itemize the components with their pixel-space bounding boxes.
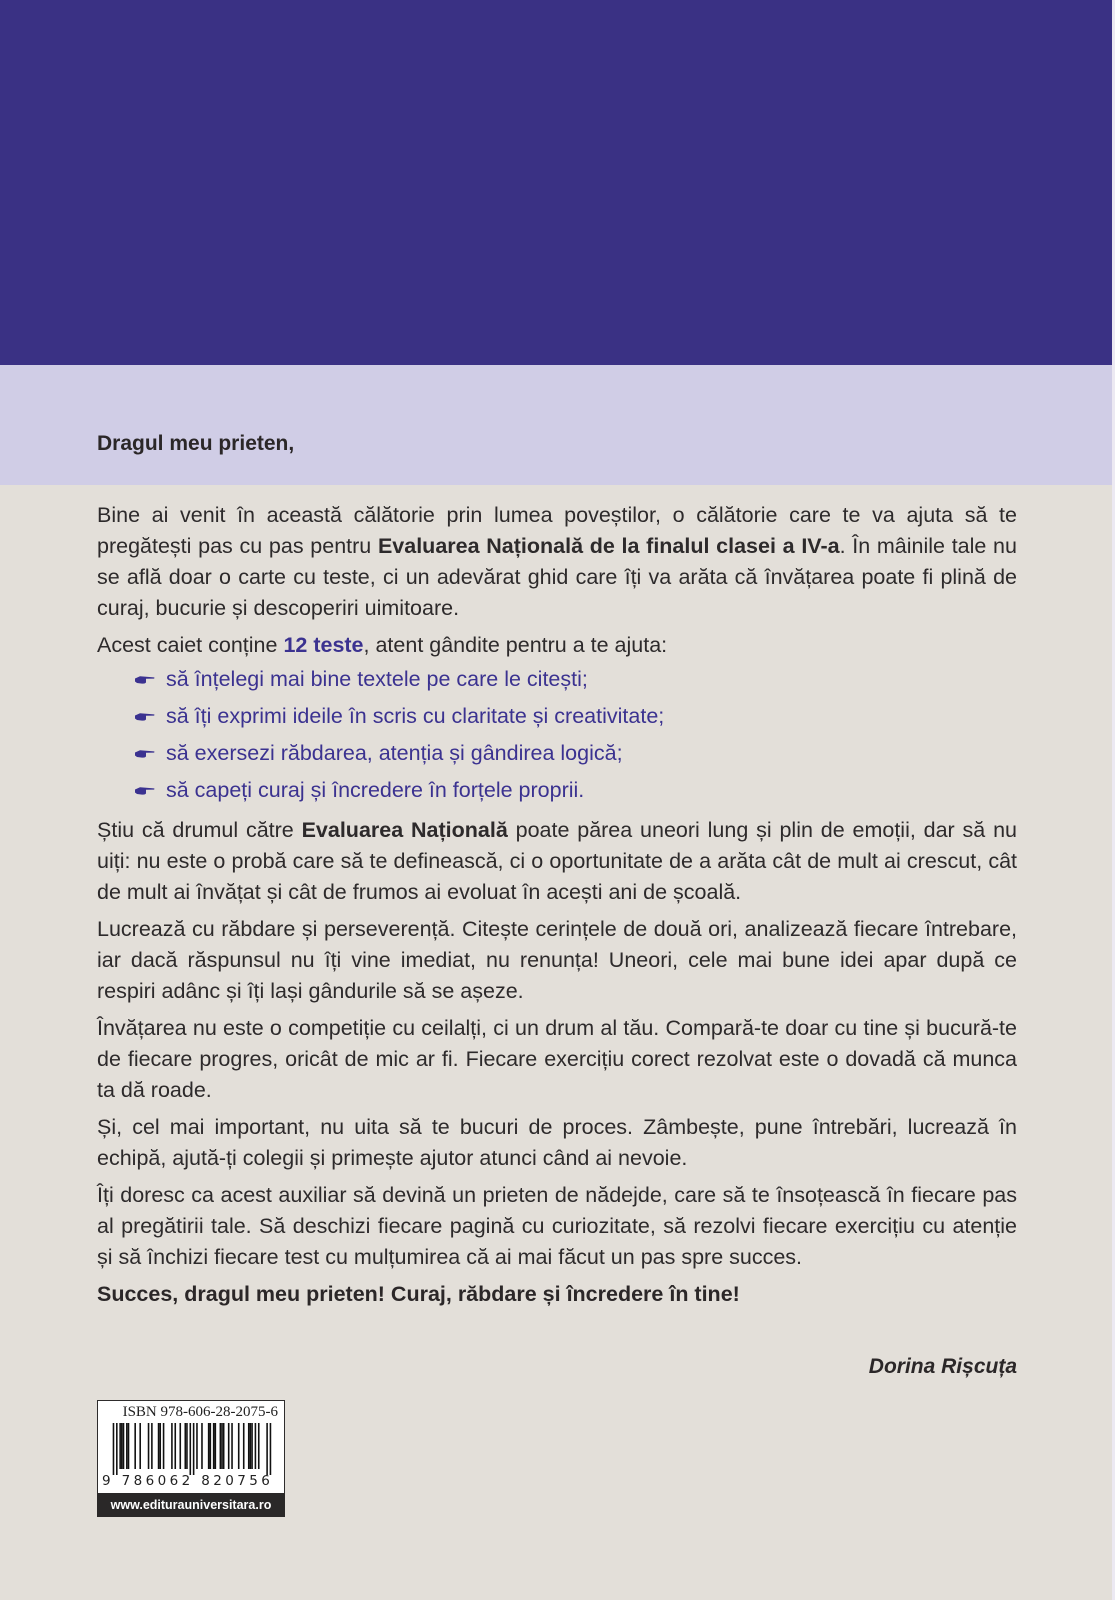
barcode-bar — [193, 1423, 195, 1475]
barcode-bar — [171, 1423, 173, 1469]
barcode-bar — [243, 1423, 245, 1469]
barcode-bar — [215, 1423, 217, 1469]
barcode-bar — [158, 1423, 160, 1469]
barcode-bar — [251, 1423, 253, 1469]
goal-item: să îți exprimi ideile în scris cu claritate și creativitate; — [135, 698, 1017, 735]
greeting-heading: Dragul meu prieten, — [97, 432, 295, 455]
isbn-label: ISBN 978-606-28-2075-6 — [122, 1404, 278, 1420]
barcode-bar — [220, 1423, 222, 1469]
tests-paragraph: Acest caiet conține 12 teste, atent gândite pentru a te ajuta: — [97, 633, 668, 657]
barcode-bar — [148, 1423, 150, 1469]
enjoy-paragraph: Și, cel mai important, nu uita să te bucuri de proces. Zâmbește, pune întrebări, lucrează în echipă, ajută-ți colegii și primește ajutor atunci când ai nevoie. — [97, 1115, 1017, 1170]
wish-paragraph: Îți doresc ca acest auxiliar să devină un prieten de nădejde, care să te însoțească în fiecare pas al pregătirii tale. Să deschizi fiecare pagină cu curiozitate, să rezolvi fiecare exercițiu cu atenție și să închizi fiecare test cu mulțumirea că ai mai făcut un pas spre succes. — [97, 1183, 1017, 1269]
barcode-bar — [255, 1423, 257, 1469]
barcode-bar — [113, 1423, 115, 1475]
barcode-bar — [258, 1423, 260, 1469]
goal-item: să înțelegi mai bine textele pe care le citești; — [135, 661, 1017, 698]
barcode-bar — [121, 1423, 123, 1469]
barcode-bar — [270, 1423, 272, 1475]
barcode-bar — [201, 1423, 203, 1469]
goals-list — [97, 661, 1017, 809]
journey-paragraph: Știu că drumul către Evaluarea Națională poate părea uneori lung și plin de emoții, dar să nu uiți: nu este o probă care să te definească, ci o oportunitate de a arăta cât de mult ai crescut, cât de mult ai învățat și cât de frumos ai evoluat în acești ani de școală. — [97, 818, 1017, 904]
barcode-bar — [231, 1423, 233, 1469]
barcode-bar — [126, 1423, 128, 1469]
exam-name: Evaluarea Națională de la finalul clasei a IV-a — [377, 534, 840, 558]
tests-count: 12 teste — [283, 633, 364, 657]
barcode-bar — [119, 1423, 121, 1469]
pointing-hand-icon — [135, 749, 155, 758]
barcode-bar — [128, 1423, 130, 1469]
barcode-bar — [213, 1423, 215, 1469]
barcode-bar — [189, 1423, 191, 1475]
barcode-bar — [238, 1423, 240, 1469]
barcode-bar — [223, 1423, 225, 1469]
barcode-bar — [139, 1423, 141, 1469]
pointing-hand-icon — [135, 675, 155, 684]
closing-line: Succes, dragul meu prieten! Curaj, răbdare și încredere în tine! — [97, 1282, 740, 1306]
barcode-bar — [159, 1423, 161, 1469]
barcode-bar — [184, 1423, 186, 1469]
barcode-bar — [210, 1423, 212, 1469]
author-signature: Dorina Rișcuța — [868, 1355, 1017, 1378]
barcode-bar — [179, 1423, 181, 1469]
barcode-bar — [196, 1423, 198, 1469]
learning-paragraph: Învățarea nu este o competiție cu ceilalți, ci un drum al tău. Compară-te doar cu tine și bucură-te de fiecare progres, oricât de mic ar fi. Fiecare exercițiu corect rezolvat este o dovadă că munca ta dă roade. — [97, 1016, 1017, 1102]
barcode-bar — [163, 1423, 165, 1469]
exam-name-short: Evaluarea Națională — [301, 818, 508, 842]
publisher-website: www.editurauniversitara.ro — [97, 1493, 285, 1517]
isbn-barcode-panel — [97, 1400, 285, 1494]
intro-paragraph: Bine ai venit în această călătorie prin lumea poveștilor, o călătorie care te va ajuta să te pregătești pas cu pas pentru Evaluarea Națională de la finalul clasei a IV-a. În mâinile tale nu se află doar o carte cu teste, ci un adevărat ghid care îți va arăta că învățarea poate fi plină de curaj, bucurie și descoperiri uimitoare. — [97, 503, 1017, 620]
greeting-band — [0, 365, 1112, 485]
barcode-bar — [134, 1423, 136, 1469]
goal-item: să exersezi răbdarea, atenția și gândirea logică; — [135, 735, 1017, 772]
barcode-bar — [250, 1423, 252, 1469]
letter-body — [97, 500, 1017, 1316]
barcode-bar — [221, 1423, 223, 1469]
isbn-digits: 9 786062 820756 — [102, 1473, 274, 1489]
goal-item: să capeți curaj și încredere în forțele proprii. — [135, 772, 1017, 809]
barcode-bar — [151, 1423, 153, 1469]
pointing-hand-icon — [135, 712, 155, 721]
barcode-bar — [174, 1423, 176, 1469]
barcode-bar — [208, 1423, 210, 1469]
barcode — [106, 1423, 278, 1475]
barcode-bar — [248, 1423, 250, 1469]
barcode-bar — [186, 1423, 188, 1469]
barcode-bar — [116, 1423, 118, 1475]
cover-top-band — [0, 0, 1112, 365]
barcode-bar — [123, 1423, 125, 1469]
pointing-hand-icon — [135, 786, 155, 795]
isbn-block — [97, 1400, 285, 1518]
patience-paragraph: Lucrează cu răbdare și perseverență. Citește cerințele de două ori, analizează fiecare întrebare, iar dacă răspunsul nu îți vine imediat, nu renunța! Uneori, cele mai bune idei apar după ce respiri adânc și îți lași gândurile să se așeze. — [97, 917, 1017, 1003]
barcode-bar — [228, 1423, 230, 1469]
barcode-bar — [266, 1423, 268, 1475]
